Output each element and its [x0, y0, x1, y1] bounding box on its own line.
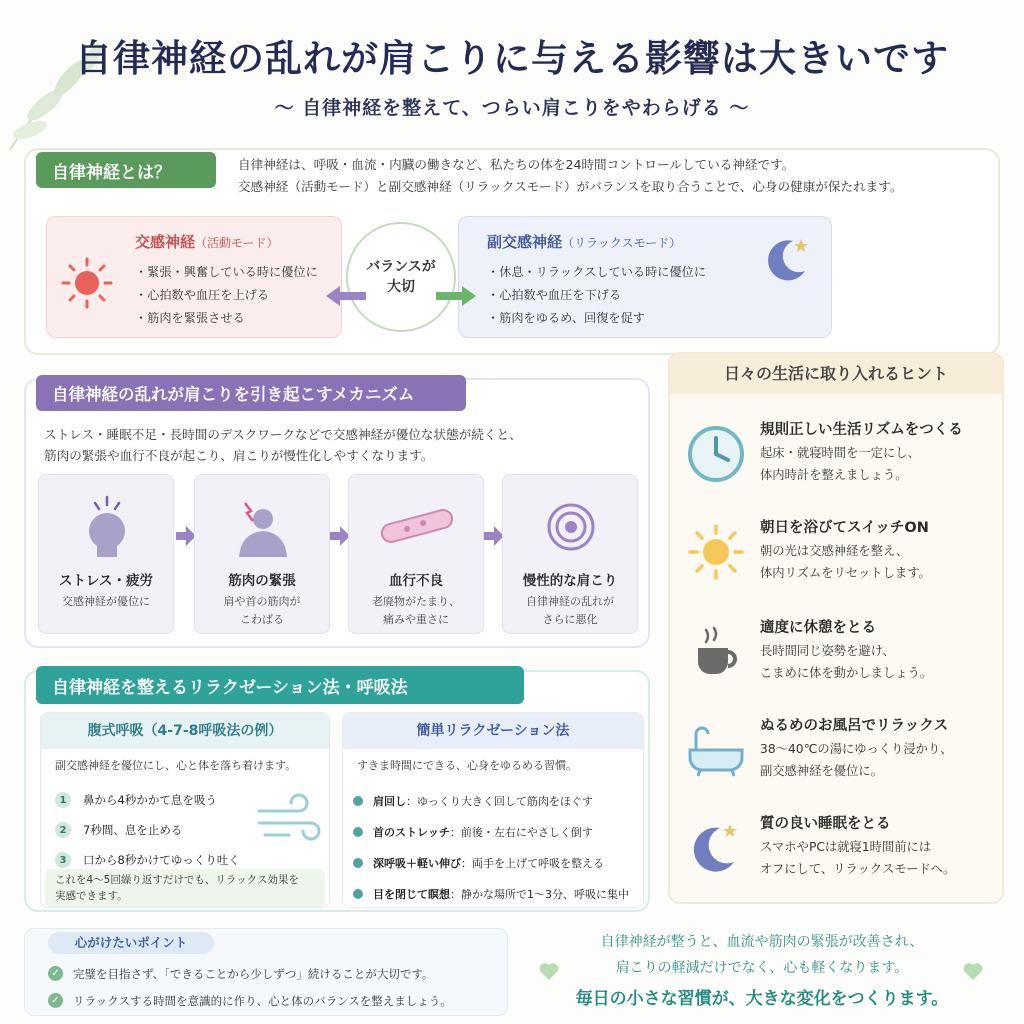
card-desc: 肩や首の筋肉が こわばる [223, 595, 301, 626]
points-tag: 心がけたいポイント [48, 932, 214, 954]
about-tag: 自律神経とは？ [36, 152, 216, 188]
sympathetic-list [135, 261, 325, 330]
mechanism-card-tension [194, 474, 330, 634]
breathing-desc: 副交感神経を優位にし、心と体を落ち着けます。 [55, 759, 297, 772]
wind-icon [255, 791, 325, 851]
about-intro-line-1: 自律神経は、呼吸・血流・内臓の働きなど、私たちの体を24時間コントロールしている神経です。 [238, 157, 795, 172]
page-title: 自律神経の乱れが肩こりに与える影響は大きいです [75, 36, 949, 80]
about-intro-line-2: 交感神経（活動モード）と副交感神経（リラックスモード）がバランスを取り合うことで、心身の健康が保たれます。 [238, 179, 903, 194]
list-item: 深呼吸＋軽い伸び ：両手を上げて呼吸を整える [353, 847, 643, 878]
mechanism-card-stress [38, 474, 174, 634]
card-desc: 自律神経の乱れが さらに悪化 [526, 595, 614, 626]
balance-circle: バランスが 大切 [346, 222, 456, 332]
moon-icon [684, 816, 748, 880]
breathing-panel [40, 712, 330, 908]
card-title: 血行不良 [389, 573, 443, 589]
mechanism-card-circulation [348, 474, 484, 634]
arrow-right-icon [330, 526, 350, 546]
closing-line-3: 毎日の小さな習慣が、大きな変化をつくります。 [575, 989, 949, 1009]
list-item: 肩回し ：ゆっくり大きく回して筋肉をほぐす [353, 785, 643, 816]
arrow-right-icon [176, 526, 196, 546]
hint-item: 質の良い睡眠をとる スマホやPCは就寝1時間前には オフにして、リラックスモードへ。 [684, 812, 994, 902]
card-title: 慢性的な肩こり [522, 573, 618, 589]
list-item: 首のストレッチ ：前後・左右にやさしく倒す [353, 816, 643, 847]
points-list [48, 960, 508, 1014]
mechanism-text-line-2: 筋肉の緊張や血行不良が起こり、肩こりが慢性化しやすくなります。 [44, 448, 434, 463]
hints-title: 日々の生活に取り入れるヒント [670, 354, 1002, 394]
coffee-cup-icon [684, 620, 748, 684]
card-desc: 老廃物がたまり、 痛みや重さに [372, 595, 460, 626]
sun-icon [59, 255, 115, 311]
arrow-right-icon [436, 286, 476, 306]
blood-vessel-icon [377, 489, 457, 559]
stressed-head-icon [77, 489, 137, 559]
list-item: 目を閉じて瞑想 ：静かな場所で1〜3分、呼吸に集中 [353, 878, 643, 909]
parasympathetic-title: 副交感神経（リラックスモード） [487, 233, 682, 251]
list-item: ・心拍数や血圧を上げる [135, 288, 270, 302]
list-item: ・筋肉をゆるめ、回復を促す [487, 311, 645, 325]
list-item: 3 口から8秒かけてゆっくり吐く [55, 845, 285, 875]
relaxation-tag: 自律神経を整えるリラクゼーション法・呼吸法 [36, 666, 524, 704]
list-item: ・緊張・興奮している時に優位に [135, 265, 318, 279]
sun-icon [684, 520, 748, 584]
list-item: 2 7秒間、息を止める [55, 815, 285, 845]
list-item: ✓ 完璧を目指さず、「できることから少しずつ」続けることが大切です。 [48, 960, 508, 987]
about-intro [238, 154, 998, 198]
list-item: 1 鼻から4秒かかて息を吸う [55, 785, 285, 815]
heart-icon [538, 960, 560, 982]
sympathetic-panel [46, 216, 342, 338]
card-desc: 交感神経が優位に [62, 595, 150, 608]
hint-item: 規則正しい生活リズムをつくる 起床・就寝時間を一定にし、 体内時計を整えましょう。 [684, 418, 994, 508]
list-item: ・筋肉を緊張させる [135, 311, 245, 325]
clock-icon [684, 422, 748, 486]
mechanism-text [44, 424, 644, 466]
bathtub-icon [684, 718, 748, 782]
closing-line-2: 肩こりの軽減だけでなく、心も軽くなります。 [615, 960, 909, 976]
hint-item: 適度に休憩をとる 長時間同じ姿勢を避け、 こまめに体を動かしましょう。 [684, 616, 994, 706]
closing-line-1: 自律神経が整うと、血流や筋肉の緊張が改善され、 [600, 934, 924, 950]
mechanism-text-line-1: ストレス・睡眠不足・長時間のデスクワークなどで交感神経が優位な状態が続くと、 [44, 427, 522, 442]
simple-relax-desc: すきま時間にできる、心身をゆるめる習慣。 [357, 759, 577, 772]
arrow-left-icon [326, 286, 366, 306]
closing-message [520, 928, 1004, 1016]
mechanism-tag: 自律神経の乱れが肩こりを引き起こすメカニズム [36, 375, 466, 411]
tense-shoulders-icon [233, 489, 293, 559]
simple-relax-list [353, 785, 643, 909]
moon-icon [759, 231, 815, 287]
card-title: ストレス・疲労 [58, 573, 154, 589]
hint-item: 朝日を浴びてスイッチON 朝の光は交感神経を整え、 体内リズムをリセットします。 [684, 516, 994, 606]
breathing-title: 腹式呼吸（4-7-8呼吸法の例） [41, 713, 329, 749]
list-item: ・心拍数や血圧を下げる [487, 288, 622, 302]
page-subtitle: 〜 自律神経を整えて、つらい肩こりをやわらげる 〜 [274, 97, 750, 119]
check-icon: ✓ [48, 993, 63, 1008]
list-item: ・休息・リラックスしている時に優位に [487, 265, 707, 279]
hint-item: ぬるめのお風呂でリラックス 38〜40℃の湯にゆっくり浸かり、 副交感神経を優位に。 [684, 714, 994, 804]
list-item: ✓ リラックスする時間を意識的に作り、心と体のバランスを整えましょう。 [48, 987, 508, 1014]
arrow-right-icon [484, 526, 504, 546]
target-icon [541, 489, 601, 559]
sympathetic-title: 交感神経（活動モード） [135, 233, 279, 251]
heart-icon [962, 960, 984, 982]
breathing-steps [55, 785, 285, 875]
check-icon: ✓ [48, 966, 63, 981]
card-title: 筋肉の緊張 [228, 573, 296, 589]
mechanism-card-chronic [502, 474, 638, 634]
breathing-note: これを4〜5回繰り返すだけでも、リラックス効果を 実感できます。 [45, 869, 325, 907]
simple-relax-title: 簡単リラクゼーション法 [343, 713, 643, 749]
simple-relax-panel [342, 712, 644, 908]
parasympathetic-panel [458, 216, 832, 338]
